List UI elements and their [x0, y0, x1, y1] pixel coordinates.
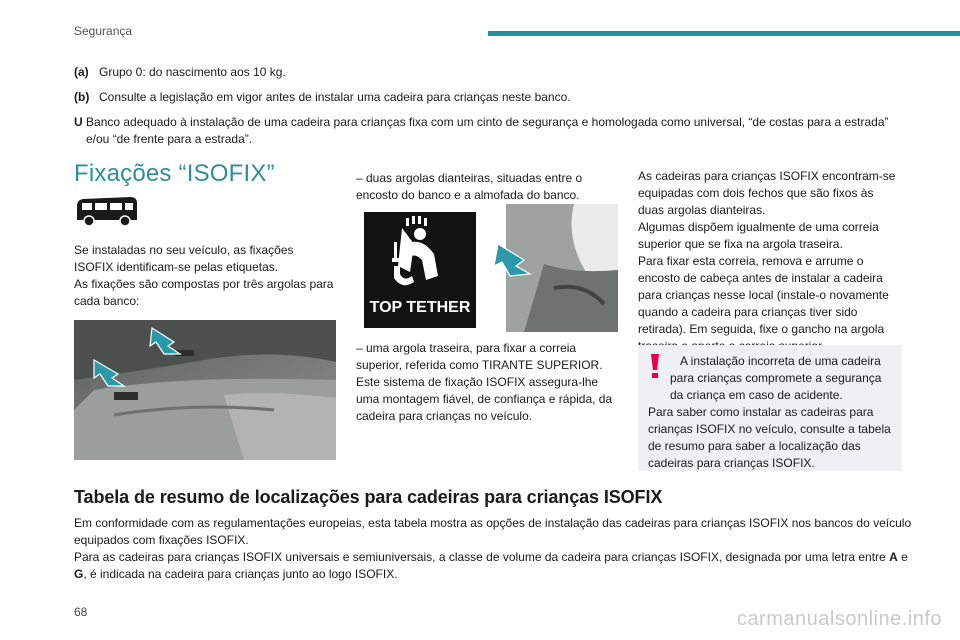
watermark: carmanualsonline.info: [736, 608, 942, 630]
note-u-key: U: [74, 115, 83, 129]
col3-p2: Algumas dispõem igualmente de uma correia superior que se fixa na argola traseira.: [638, 220, 879, 251]
col2-p3: Este sistema de fixação ISOFIX assegura-lhe uma montagem fiável, de confiança e rápida, da cadeira para crianças no veículo.: [356, 375, 613, 423]
summary-letter-g: G: [74, 567, 84, 581]
note-a-text: Grupo 0: do nascimento aos 10 kg.: [99, 65, 286, 79]
note-b-key: (b): [74, 90, 90, 104]
seat-anchorage-illustration: [74, 320, 336, 460]
van-icon: [74, 194, 140, 228]
isofix-column-2: [356, 170, 618, 204]
warning-box: [638, 345, 902, 471]
col3-p3: Para fixar esta correia, remova e arrume o encosto de cabeça antes de instalar a cadeira para crianças nesse local (instale-o novamente quando a cadeira para crianças tiver sido retirada). Em seguida, fixe o gancho na argola: [638, 254, 889, 336]
summary-text: [74, 515, 914, 583]
warning-p2: Para saber como instalar as cadeiras para crianças ISOFIX no veículo, consulte a tabela de resumo para saber a localização das cadeiras para crianças ISOFIX.: [648, 405, 891, 470]
col2-lower-text: [356, 340, 618, 425]
summary-p2-start: Para as cadeiras para crianças ISOFIX universais e semiuniversais, a classe de volume da cadeira para crianças ISOFIX, designada por uma letra entre: [74, 550, 890, 564]
warning-exclamation-icon: [648, 353, 662, 379]
note-a: [74, 64, 894, 81]
header-accent-bar: [488, 31, 960, 36]
summary-p2-mid: e: [897, 550, 908, 564]
note-a-key: (a): [74, 65, 89, 79]
note-u-text: Banco adequado à instalação de uma cadeira para crianças fixa com um cinto de segurança e homologada como universal, “de costas para a estrada” e/ou “de frente para a estrada”.: [86, 115, 889, 146]
note-b: [74, 89, 894, 106]
footnotes: [74, 64, 894, 148]
seat-drawing: [74, 320, 336, 460]
isofix-text: [74, 242, 336, 310]
page-number: 68: [74, 605, 88, 619]
top-tether-drawing: [364, 204, 618, 332]
summary-p2-end: , é indicada na cadeira para crianças junto ao logo ISOFIX.: [83, 567, 398, 581]
summary-p2: [74, 549, 914, 583]
col3-p1: As cadeiras para crianças ISOFIX encontram-se equipadas com dois fechos que são fixos às duas argolas dianteiras.: [638, 169, 896, 217]
isofix-column-1: [74, 160, 336, 310]
top-tether-label: TOP TETHER: [369, 299, 471, 316]
top-tether-illustration: [364, 204, 618, 332]
isofix-section-title: Fixações “ISOFIX”: [74, 160, 275, 187]
isofix-p2: As fixações são compostas por três argolas para cada banco:: [74, 277, 334, 308]
isofix-column-3: [638, 168, 902, 355]
warning-p1: A instalação incorreta de uma cadeira para crianças compromete a segurança da criança em caso de acidente.: [670, 354, 882, 402]
col2-p1: – duas argolas dianteiras, situadas entre o encosto do banco e a almofada do banco.: [356, 171, 583, 202]
summary-letter-a: A: [889, 550, 898, 564]
col2-p2: – uma argola traseira, para fixar a correia superior, referida como TIRANTE SUPERIOR.: [356, 341, 603, 372]
summary-title: Tabela de resumo de localizações para cadeiras para crianças ISOFIX: [74, 487, 663, 507]
note-b-text: Consulte a legislação em vigor antes de instalar uma cadeira para crianças neste banco.: [99, 90, 571, 104]
header-section-title: Segurança: [74, 24, 133, 38]
isofix-p1: Se instaladas no seu veículo, as fixações ISOFIX identificam-se pelas etiquetas.: [74, 243, 294, 274]
summary-p1: Em conformidade com as regulamentações europeias, esta tabela mostra as opções de instalação das cadeiras para crianças ISOFIX nos bancos do veículo equipados com fixações ISOFIX.: [74, 516, 912, 547]
note-u: [74, 114, 894, 148]
